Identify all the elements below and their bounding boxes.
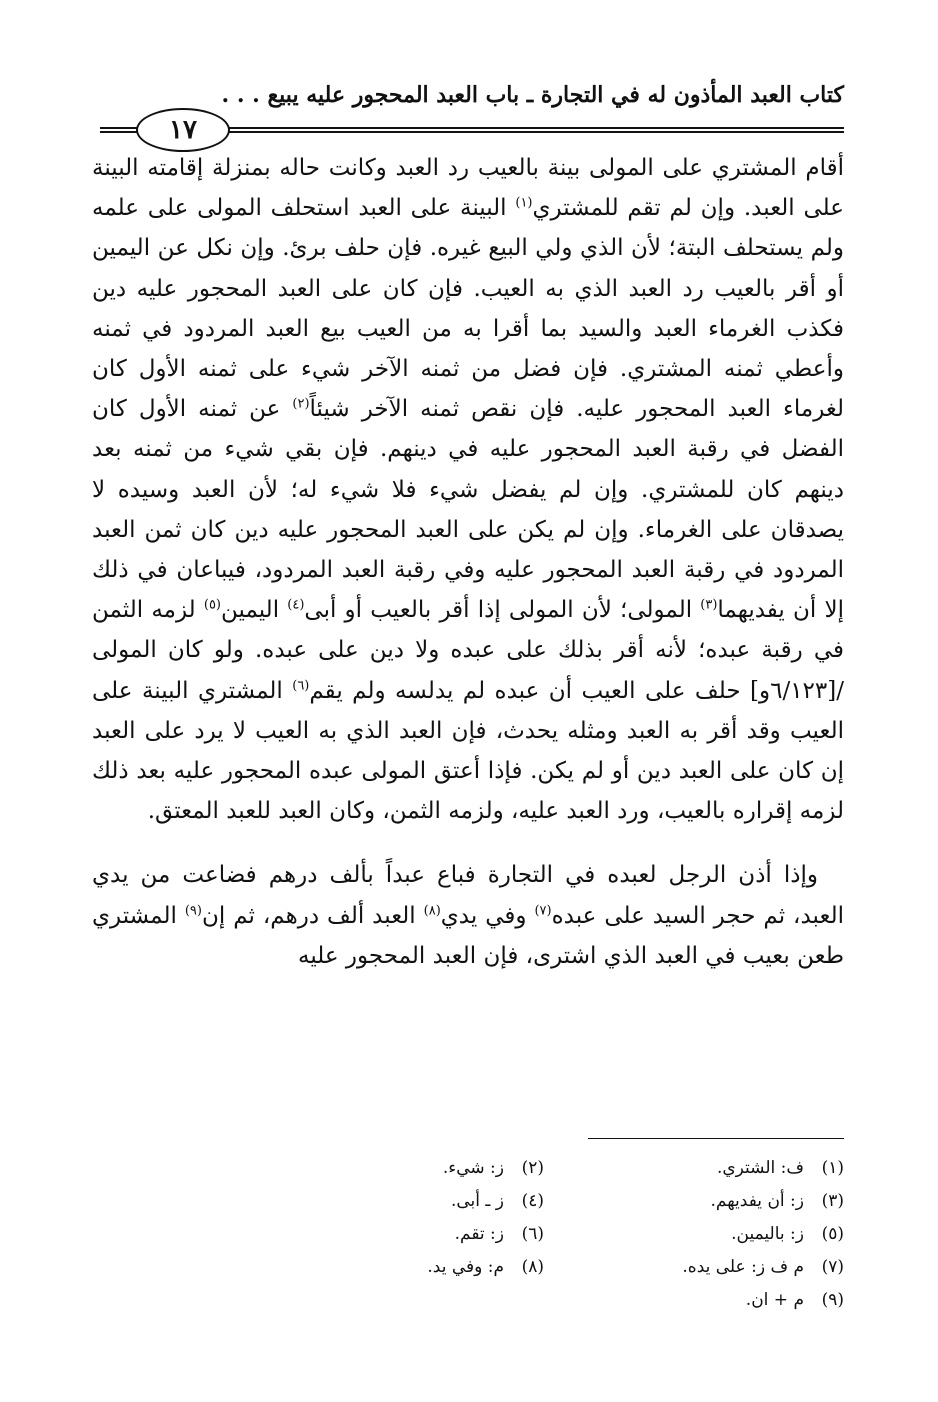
- footnote-text: م: وفي يد.: [427, 1257, 504, 1277]
- footnote-number: (٩): [821, 1290, 844, 1310]
- footnote-number: (٧): [821, 1257, 844, 1277]
- footnote-item: [544, 1185, 844, 1218]
- footnotes: [284, 1152, 844, 1317]
- footnote-item: [284, 1185, 544, 1218]
- text-segment: البينة على العبد استحلف المولى على علمه ولم يستحلف البتة؛ لأن الذي ولي البيع غيره. فإن حلف برئ. وإن نكل عن اليمين أو أقر بالعيب رد العبد الذي به العيب. فإن كان على العبد المحجور عليه دين فكذب الغرماء العبد والسيد بما أقرا به من العيب بيع العبد المردود في ثمنه وأعطي ثمنه المشتري. فإن فضل من ثمنه الآخر شيء على ثمنه الأول كان لغرماء العبد المحجور عليه. فإن نقص ثمنه الآخر شيئاً: [92, 195, 844, 423]
- footnote-number: (٣): [821, 1191, 844, 1211]
- footnote-text: ز: باليمين.: [731, 1224, 804, 1244]
- footnote-text: ز ـ أبى.: [450, 1191, 504, 1211]
- footnote-number: (٦): [521, 1224, 544, 1244]
- footnote-number: (١): [821, 1158, 844, 1178]
- footnote-number: (٨): [521, 1257, 544, 1277]
- text-segment: اليمين: [221, 597, 288, 624]
- footnote-text: م + ان.: [745, 1290, 804, 1310]
- footnote-item: [544, 1284, 844, 1317]
- paragraph-2: [92, 855, 844, 976]
- footnote-number: (٥): [821, 1224, 844, 1244]
- footnote-marker: (٥): [203, 597, 221, 613]
- text-segment: أقام المشتري على المولى بينة بالعيب رد العبد وكانت حاله بمنزلة إقامته البينة على العبد. وإن لم تقم للمشتري: [92, 155, 845, 222]
- footnote-number: (٤): [521, 1191, 544, 1211]
- footnote-number: (٢): [521, 1158, 544, 1178]
- text-segment: لزمه الثمن في رقبة عبده؛ لأنه أقر بذلك على عبده ولا دين على عبده. ولو كان المولى /[٦/١٢٣و] حلف على العيب أن عبده لم يدلسه ولم يقم: [92, 597, 844, 704]
- footnote-marker: (٨): [423, 903, 441, 918]
- footnote-item: [284, 1152, 544, 1185]
- footnote-marker: (١): [515, 195, 533, 211]
- main-text: [92, 148, 844, 976]
- footnote-text: ز: شيء.: [442, 1158, 504, 1178]
- footnote-marker: (٦): [292, 677, 310, 693]
- footnote-marker: (٧): [534, 903, 552, 918]
- footnote-marker: (٣): [700, 597, 718, 613]
- text-segment: المشتري طعن بعيب في العبد الذي اشترى، فإن العبد المحجور عليه: [92, 902, 844, 969]
- text-segment: المشتري البينة على العيب وقد أقر به العبد ومثله يحدث، فإن العبد الذي به العيب لا يرد على العبد إن كان على العبد دين أو لم يكن. فإذا أعتق المولى عبده المحجور عليه بعد ذلك لزمه إقراره بالعيب، ورد العبد عليه، ولزمه الثمن، وكان العبد للعبد المعتق.: [92, 677, 844, 825]
- footnote-text: ز: تقم.: [454, 1224, 504, 1244]
- text-segment: وفي يدي: [440, 902, 535, 929]
- footnote-text: ز: أن يفديهم.: [710, 1191, 804, 1211]
- text-segment: عن ثمنه الأول كان الفضل في رقبة العبد المحجور عليه في دينهم. فإن بقي شيء من ثمنه بعد دينهم كان للمشتري. وإن لم يفضل شيء فلا شيء له؛ لأن العبد وسيده لا يصدقان على الغرماء. وإن لم يكن على العبد المحجور عليه دين كان ثمن العبد المردود في رقبة العبد المحجور عليه وفي رقبة العبد المردود، فيباعان في ذلك إلا أن يفديهما: [92, 396, 844, 624]
- footnote-item: [284, 1251, 544, 1284]
- footnote-marker: (٤): [287, 597, 305, 613]
- paragraph-1: [92, 148, 844, 831]
- text-segment: وإذا أذن الرجل لعبده في التجارة فباع عبداً بألف درهم فضاعت من يدي العبد، ثم حجر السيد على عبده: [92, 862, 844, 929]
- page-number: ١٧: [136, 108, 230, 152]
- text-segment: العبد ألف درهم، ثم إن: [201, 902, 424, 929]
- footnote-item: [544, 1152, 844, 1185]
- text-segment: المولى؛ لأن المولى إذا أقر بالعيب أو أبى: [304, 597, 701, 624]
- footnote-item: [284, 1218, 544, 1251]
- footnote-marker: (٩): [184, 903, 202, 918]
- footnote-item: [544, 1251, 844, 1284]
- footnote-text: ف: الشتري.: [716, 1158, 804, 1178]
- running-header: كتاب العبد المأذون له في التجارة ـ باب العبد المحجور عليه يبيع . . .: [221, 82, 844, 108]
- footnote-item: [544, 1218, 844, 1251]
- footnote-marker: (٢): [292, 396, 310, 412]
- footnote-text: م ف ز: على يده.: [682, 1257, 804, 1277]
- footnote-separator: [588, 1138, 844, 1139]
